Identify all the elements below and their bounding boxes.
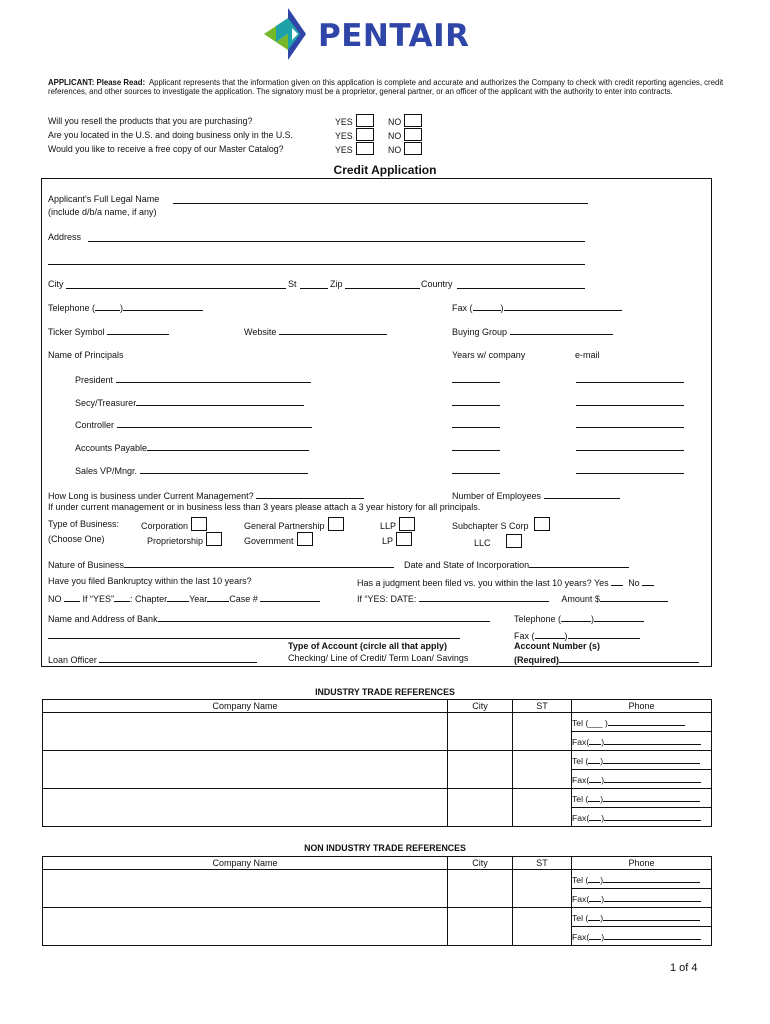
tel-cell[interactable]: Tel ( ): [572, 789, 712, 808]
bank-label: Name and Address of Bank: [48, 612, 490, 624]
officer-accounts-payable: Accounts Payable: [75, 441, 309, 453]
country-label: Country: [421, 279, 453, 289]
incorporation-label: Date and State of Incorporation: [404, 558, 629, 570]
industry-refs-title: INDUSTRY TRADE REFERENCES: [315, 687, 455, 697]
officer-email-field[interactable]: [576, 405, 684, 406]
table-header-row: [43, 700, 712, 713]
government-option[interactable]: Government: [244, 532, 313, 546]
question-resell: Will you resell the products that you are purchasing?: [48, 116, 253, 126]
fax-cell[interactable]: Fax( ): [572, 889, 712, 908]
ticker-symbol-label: Ticker Symbol: [48, 325, 169, 337]
lp-option[interactable]: LP: [382, 532, 412, 546]
bank-telephone-label: Telephone ( ): [514, 612, 644, 624]
pentair-wordmark: PENTAIR: [318, 18, 470, 54]
legal-name-label: Applicant's Full Legal Name: [48, 194, 160, 204]
col-company-name: Company Name: [43, 700, 448, 713]
officer-email-field[interactable]: [576, 473, 684, 474]
applicant-notice: [48, 78, 728, 97]
type-of-business-label: Type of Business:: [48, 519, 120, 529]
tel-cell[interactable]: Tel ( ): [572, 751, 712, 770]
checkbox[interactable]: [356, 142, 374, 155]
proprietorship-option[interactable]: Proprietorship: [147, 532, 222, 546]
fax-cell[interactable]: Fax( ): [572, 732, 712, 751]
resell-no[interactable]: NO: [388, 114, 422, 127]
officer-years-field[interactable]: [452, 405, 500, 406]
legal-name-note: (include d/b/a name, if any): [48, 207, 157, 217]
table-row: [43, 908, 712, 927]
account-number-label: Account Number (s): [514, 641, 601, 651]
years-with-company-label: Years w/ company: [452, 350, 526, 360]
bankruptcy-details: NO If “YES” : Chapter Year Case #: [48, 592, 320, 604]
checkbox[interactable]: [404, 128, 422, 141]
checkbox[interactable]: [404, 142, 422, 155]
address-label: Address: [48, 232, 82, 242]
tel-cell[interactable]: Tel ( ): [572, 870, 712, 889]
buying-group-label: Buying Group: [452, 325, 613, 337]
fax-cell[interactable]: Fax( ): [572, 808, 712, 827]
notice-lead: APPLICANT: Please Read:: [48, 78, 146, 87]
num-employees-label: Number of Employees: [452, 489, 620, 501]
country-field[interactable]: [457, 288, 585, 289]
officer-email-field[interactable]: [576, 427, 684, 428]
checkbox[interactable]: [399, 517, 415, 531]
company-name-cell[interactable]: [43, 789, 448, 827]
city-field[interactable]: [66, 288, 286, 289]
officer-controller: Controller: [75, 418, 312, 430]
how-long-label: How Long is business under Current Management?: [48, 489, 364, 501]
checkbox[interactable]: [356, 128, 374, 141]
fax-label: Fax ( ): [452, 301, 622, 313]
nature-of-business-label: Nature of Business: [48, 558, 394, 570]
tel-cell[interactable]: Tel ( ): [572, 908, 712, 927]
officer-years-field[interactable]: [452, 427, 500, 428]
st-cell[interactable]: [513, 908, 572, 946]
checkbox[interactable]: [297, 532, 313, 546]
judgment-details: If “YES: DATE: Amount $: [357, 592, 668, 604]
state-field[interactable]: [300, 288, 328, 289]
bank-fax-label: Fax ( ): [514, 629, 640, 641]
table-row: [43, 713, 712, 732]
col-phone: Phone: [572, 857, 712, 870]
question-catalog: Would you like to receive a free copy of our Master Catalog?: [48, 144, 284, 154]
officer-president: President: [75, 373, 311, 385]
bank-address-line-2[interactable]: [48, 638, 460, 639]
page-number: 1 of 4: [670, 962, 698, 974]
city-cell[interactable]: [448, 713, 513, 751]
checkbox[interactable]: [404, 114, 422, 127]
checkbox[interactable]: [534, 517, 550, 531]
history-note: If under current management or in business less than 3 years please attach a 3 year history for all principals.: [48, 502, 481, 512]
officer-secy-treasurer: Secy/Treasurer: [75, 396, 304, 408]
city-cell[interactable]: [448, 789, 513, 827]
principals-label: Name of Principals: [48, 350, 124, 360]
company-name-cell[interactable]: [43, 870, 448, 908]
city-label: City: [48, 279, 64, 289]
officer-years-field[interactable]: [452, 473, 500, 474]
address-field[interactable]: [88, 241, 585, 242]
catalog-no[interactable]: NO: [388, 142, 422, 155]
col-company-name: Company Name: [43, 857, 448, 870]
non-industry-refs-table: [42, 856, 712, 946]
us-only-yes[interactable]: YES: [335, 128, 374, 141]
industry-refs-table: [42, 699, 712, 827]
fax-cell[interactable]: Fax( ): [572, 927, 712, 946]
corporation-option[interactable]: Corporation: [141, 517, 207, 531]
checkbox[interactable]: [206, 532, 222, 546]
catalog-yes[interactable]: YES: [335, 142, 374, 155]
company-name-cell[interactable]: [43, 908, 448, 946]
zip-field[interactable]: [345, 288, 420, 289]
form-title: Credit Application: [333, 163, 437, 177]
table-header-row: [43, 857, 712, 870]
st-cell[interactable]: [513, 870, 572, 908]
website-label: Website: [244, 325, 387, 337]
officer-email-field[interactable]: [576, 382, 684, 383]
loan-officer-label: Loan Officer: [48, 653, 257, 665]
bankruptcy-question: Have you filed Bankruptcy within the last 10 years?: [48, 576, 252, 586]
col-phone: Phone: [572, 700, 712, 713]
address-field-line-2[interactable]: [48, 264, 585, 265]
table-row: [43, 751, 712, 770]
state-label: St: [288, 279, 297, 289]
resell-yes[interactable]: YES: [335, 114, 374, 127]
col-st: ST: [513, 700, 572, 713]
checkbox[interactable]: [328, 517, 344, 531]
officer-email-field[interactable]: [576, 450, 684, 451]
st-cell[interactable]: [513, 789, 572, 827]
st-cell[interactable]: [513, 751, 572, 789]
col-st: ST: [513, 857, 572, 870]
checkbox[interactable]: [191, 517, 207, 531]
llp-option[interactable]: LLP: [380, 517, 415, 531]
account-type-label: Type of Account (circle all that apply): [288, 641, 448, 651]
pentair-logo: [262, 6, 497, 68]
fax-cell[interactable]: Fax( ): [572, 770, 712, 789]
partnership-option[interactable]: General Partnership: [244, 517, 344, 531]
col-city: City: [448, 700, 513, 713]
table-row: [43, 870, 712, 889]
checkbox[interactable]: [396, 532, 412, 546]
legal-name-field[interactable]: [173, 203, 588, 204]
city-cell[interactable]: [448, 751, 513, 789]
city-cell[interactable]: [448, 908, 513, 946]
checkbox[interactable]: [506, 534, 522, 548]
us-only-no[interactable]: NO: [388, 128, 422, 141]
choose-one-label: (Choose One): [48, 534, 105, 544]
llc-option[interactable]: LLC: [474, 534, 522, 548]
pentair-logo-mark: [262, 6, 318, 68]
account-required-label: (Required): [514, 653, 699, 665]
judgment-question: Has a judgment been filed vs. you within the last 10 years? Yes No: [357, 576, 654, 588]
notice-text: Applicant represents that the information given on this application is complete and accurate and authorizes the Company to check with credit reporting agencies, credit references, and other sources to investigate the application. The signatory must be a proprietor, general partner, or an officer of the applicant with the authority to enter into contracts.: [48, 78, 724, 97]
non-industry-refs-title: NON INDUSTRY TRADE REFERENCES: [304, 843, 466, 853]
table-row: [43, 789, 712, 808]
company-name-cell[interactable]: [43, 751, 448, 789]
telephone-label: Telephone ( ): [48, 301, 203, 313]
zip-label: Zip: [330, 279, 343, 289]
company-name-cell[interactable]: [43, 713, 448, 751]
city-cell[interactable]: [448, 870, 513, 908]
officer-years-field[interactable]: [452, 450, 500, 451]
account-type-options[interactable]: Checking/ Line of Credit/ Term Loan/ Savings: [288, 653, 469, 663]
st-cell[interactable]: [513, 713, 572, 751]
email-label: e-mail: [575, 350, 600, 360]
subchapter-s-option[interactable]: Subchapter S Corp: [452, 517, 550, 531]
question-us-only: Are you located in the U.S. and doing business only in the U.S.: [48, 130, 293, 140]
officer-years-field[interactable]: [452, 382, 500, 383]
tel-cell[interactable]: Tel (___ ): [572, 713, 712, 732]
col-city: City: [448, 857, 513, 870]
checkbox[interactable]: [356, 114, 374, 127]
officer-sales-vp: Sales VP/Mngr.: [75, 464, 308, 476]
